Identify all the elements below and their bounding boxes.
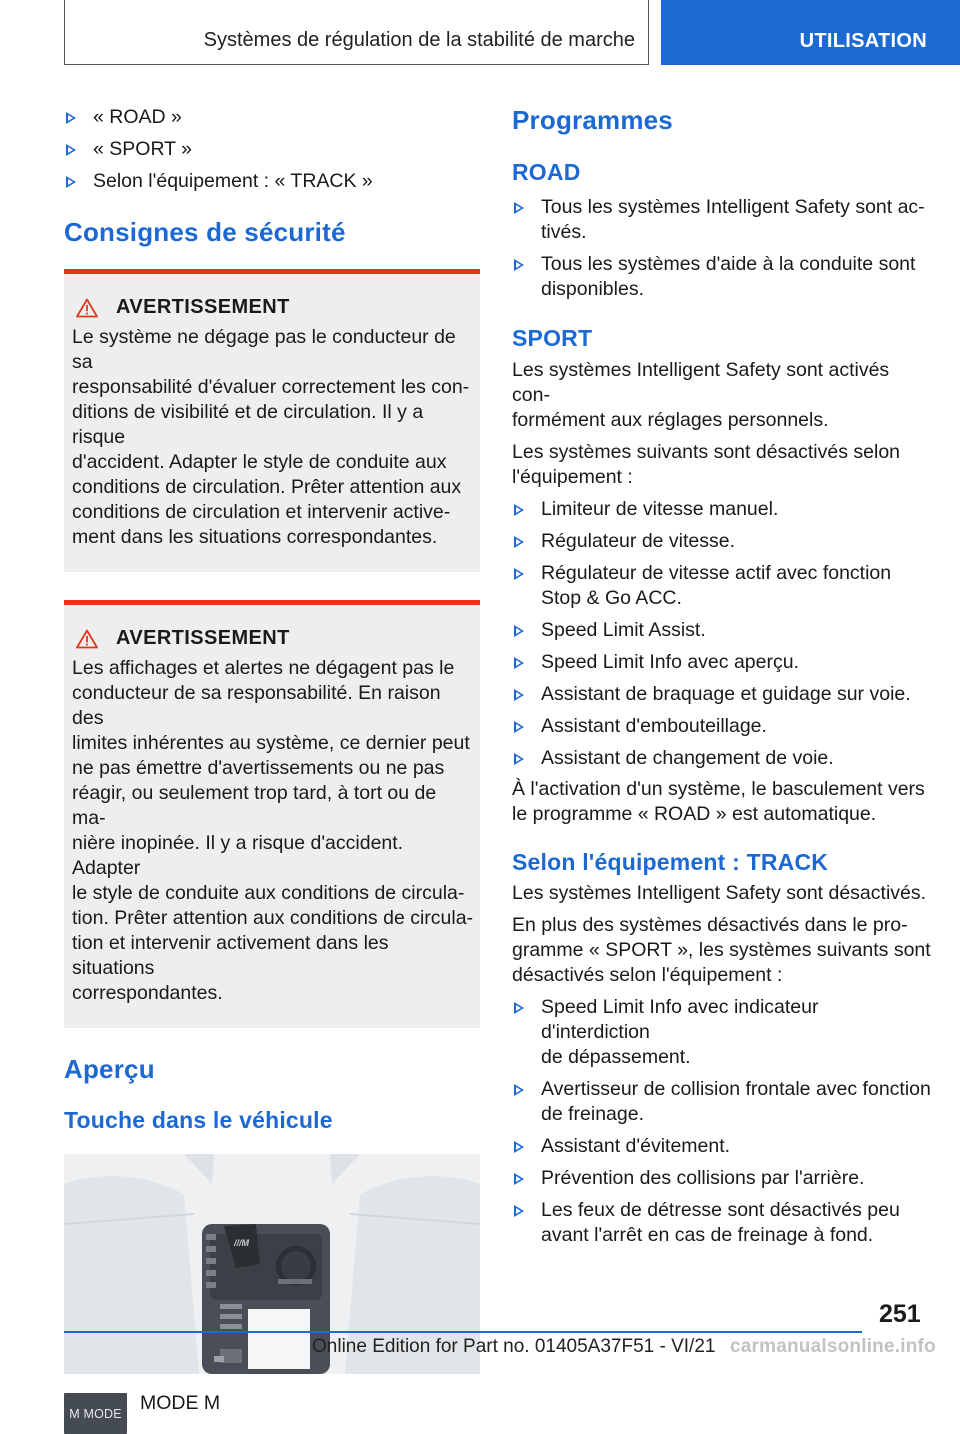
header-section-label: UTILISATION [799, 30, 927, 52]
m-mode-button-icon: M MODE [64, 1393, 127, 1434]
bullet-triangle-icon [514, 568, 524, 580]
track-para-2: En plus des systèmes désactivés dans le pro- gramme « SPORT », les systèmes suivants sont désactivés selon l'équipement : [512, 914, 931, 986]
bullet-triangle-icon [514, 625, 524, 637]
list-item: « ROAD » [64, 105, 480, 130]
list-item: Tous les systèmes d'aide à la conduite sont disponibles. [512, 252, 932, 302]
warning-triangle-icon [76, 298, 98, 318]
bullet-triangle-icon [514, 504, 524, 516]
list-item: Speed Limit Assist. [512, 618, 932, 643]
list-item: Assistant d'évitement. [512, 1134, 932, 1159]
bullet-triangle-icon [66, 176, 76, 188]
page-number: 251 [879, 1300, 921, 1328]
bullet-triangle-icon [514, 259, 524, 271]
left-column [64, 96, 480, 1434]
bullet-triangle-icon [514, 753, 524, 765]
bullet-triangle-icon [66, 144, 76, 156]
warning-label: AVERTISSEMENT [116, 627, 290, 649]
bullet-triangle-icon [514, 1002, 524, 1014]
track-heading: Selon l'équipement : TRACK [512, 849, 829, 875]
programmes-heading: Programmes [512, 105, 673, 135]
sport-para-2: Les systèmes suivants sont désactivés selon l'équipement : [512, 441, 901, 488]
header-title-box [64, 0, 649, 65]
list-item: Tous les systèmes Intelligent Safety sont ac- tivés. [512, 195, 932, 245]
list-item: Assistant de braquage et guidage sur voie. [512, 682, 932, 707]
track-list [512, 995, 932, 1248]
list-item: Speed Limit Info avec aperçu. [512, 650, 932, 675]
mode-m-label: MODE M [140, 1392, 221, 1414]
safety-heading: Consignes de sécurité [64, 217, 346, 247]
list-item: Régulateur de vitesse. [512, 529, 932, 554]
bullet-triangle-icon [514, 1205, 524, 1217]
sport-para-1: Les systèmes Intelligent Safety sont activés con- formément aux réglages personnels. [512, 359, 890, 431]
apercu-heading: Aperçu [64, 1054, 155, 1084]
road-list [512, 195, 932, 302]
road-heading: ROAD [512, 159, 581, 185]
warning-triangle-icon [76, 629, 98, 649]
touche-heading: Touche dans le véhicule [64, 1107, 333, 1133]
header-title: Systèmes de régulation de la stabilité de marche [203, 29, 635, 51]
header-section-tab [661, 0, 960, 65]
bullet-triangle-icon [66, 112, 76, 124]
bullet-triangle-icon [514, 1173, 524, 1185]
list-item: Assistant de changement de voie. [512, 746, 932, 771]
list-item: Assistant d'embouteillage. [512, 714, 932, 739]
svg-text:///M: ///M [234, 1238, 249, 1248]
bullet-triangle-icon [514, 1141, 524, 1153]
warning-text-1: Le système ne dégage pas le conducteur de sa responsabilité d'évaluer correctement les con- ditions de visibilité et de circulation. Il y a risque d'accident. Adapter le style de conduite aux conditions de circulation. Prêter attention aux conditions de circulation et intervenir active- ment dans les situations correspondantes. [72, 326, 470, 548]
list-item: Avertisseur de collision frontale avec fonction de freinage. [512, 1077, 932, 1127]
list-item: Les feux de détresse sont désactivés peu avant l'arrêt en cas de freinage à fond. [512, 1198, 932, 1248]
list-item: Prévention des collisions par l'arrière. [512, 1166, 932, 1191]
sport-heading: SPORT [512, 325, 593, 351]
list-item: Limiteur de vitesse manuel. [512, 497, 932, 522]
bullet-triangle-icon [514, 1084, 524, 1096]
bullet-triangle-icon [514, 721, 524, 733]
warning-box-1 [64, 269, 480, 572]
footer-edition: Online Edition for Part no. 01405A37F51 - VI/21 [312, 1336, 716, 1357]
warning-label: AVERTISSEMENT [116, 296, 290, 318]
programs-list [64, 105, 480, 194]
right-column [512, 96, 932, 1248]
warning-text-2: Les affichages et alertes ne dégagent pas le conducteur de sa responsabilité. En raison des limites inhérentes au système, ce dernier peut ne pas émettre d'avertissements ou ne pas réagir, ou seulement trop tard, à tort ou de ma- nière inopinée. Il y a risque d'accident. Adapter le style de conduite aux conditions de circula- tion. Prêter attention aux conditions de circula- tion et intervenir activement dans les situations correspondantes. [72, 657, 474, 1004]
bullet-triangle-icon [514, 202, 524, 214]
bullet-triangle-icon [514, 657, 524, 669]
bullet-triangle-icon [514, 689, 524, 701]
sport-para-3: À l'activation d'un système, le basculement vers le programme « ROAD » est automatique. [512, 778, 925, 825]
list-item: Régulateur de vitesse actif avec fonction Stop & Go ACC. [512, 561, 932, 611]
list-item: « SPORT » [64, 137, 480, 162]
list-item: Speed Limit Info avec indicateur d'interdiction de dépassement. [512, 995, 932, 1070]
footer-watermark: carmanualsonline.info [730, 1336, 936, 1357]
bullet-triangle-icon [514, 536, 524, 548]
sport-list [512, 497, 932, 771]
warning-box-2 [64, 600, 480, 1028]
list-item: Selon l'équipement : « TRACK » [64, 169, 480, 194]
footer-divider [64, 1331, 862, 1333]
track-para-1: Les systèmes Intelligent Safety sont désactivés. [512, 882, 927, 904]
